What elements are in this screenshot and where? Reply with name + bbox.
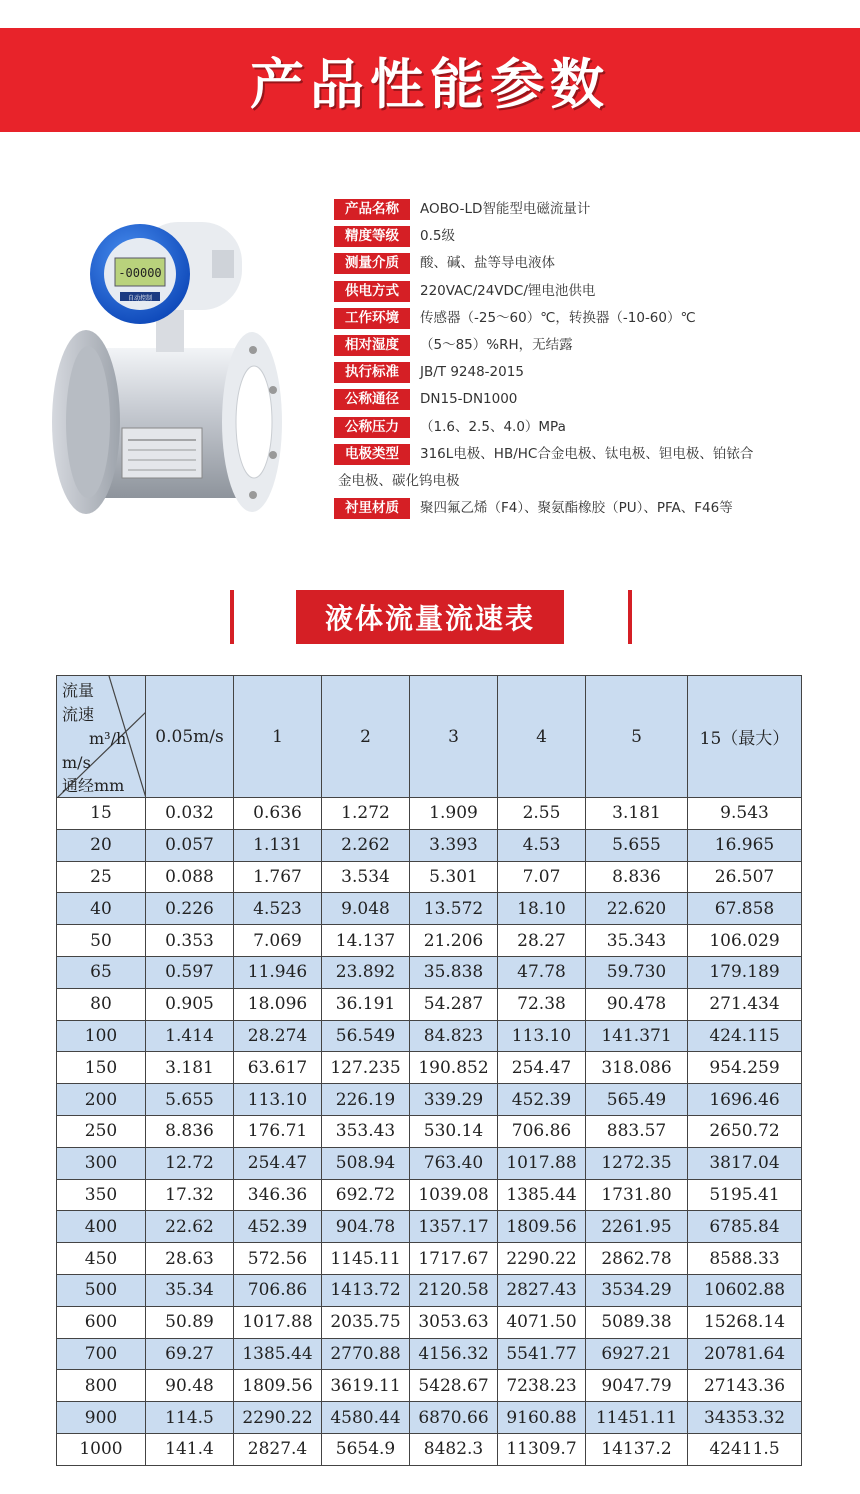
flow-value-cell: 27143.36 [688, 1370, 802, 1402]
table-header-row [57, 676, 802, 798]
spec-label: 公称压力 [334, 417, 410, 438]
flow-value-cell: 20781.64 [688, 1338, 802, 1370]
row-diameter-cell: 40 [57, 893, 146, 925]
flow-value-cell: 1.909 [410, 798, 498, 830]
flow-value-cell: 318.086 [586, 1052, 688, 1084]
flow-value-cell: 2650.72 [688, 1115, 802, 1147]
flow-value-cell: 9.048 [322, 893, 410, 925]
spec-label: 电极类型 [334, 444, 410, 465]
flow-value-cell: 84.823 [410, 1020, 498, 1052]
flow-value-cell: 141.4 [146, 1433, 234, 1465]
flow-value-cell: 1357.17 [410, 1211, 498, 1243]
row-diameter-cell: 25 [57, 861, 146, 893]
col-header: 3 [410, 676, 498, 798]
flow-value-cell: 1413.72 [322, 1274, 410, 1306]
spec-label: 执行标准 [334, 362, 410, 383]
row-diameter-cell: 350 [57, 1179, 146, 1211]
corner-unit-flow: m³/h [89, 729, 127, 748]
spec-value: JB/T 9248-2015 [420, 364, 524, 381]
spec-value: 220VAC/24VDC/锂电池供电 [420, 282, 596, 299]
corner-diameter-label: 通经mm [62, 776, 125, 795]
flow-value-cell: 47.78 [498, 956, 586, 988]
divider-bar-left [230, 590, 234, 644]
flow-value-cell: 59.730 [586, 956, 688, 988]
flow-value-cell: 9047.79 [586, 1370, 688, 1402]
flow-value-cell: 14.137 [322, 925, 410, 957]
row-diameter-cell: 200 [57, 1084, 146, 1116]
flow-value-cell: 954.259 [688, 1052, 802, 1084]
flow-value-cell: 1145.11 [322, 1243, 410, 1275]
flow-value-cell: 5195.41 [688, 1179, 802, 1211]
flow-value-cell: 3.181 [146, 1052, 234, 1084]
flow-value-cell: 2770.88 [322, 1338, 410, 1370]
flow-value-cell: 5.655 [586, 829, 688, 861]
corner-speed-label: 流速 [62, 705, 95, 724]
flow-value-cell: 35.34 [146, 1274, 234, 1306]
spec-label: 测量介质 [334, 253, 410, 274]
spec-row-standard [334, 362, 814, 389]
flow-value-cell: 6927.21 [586, 1338, 688, 1370]
col-header: 1 [234, 676, 322, 798]
spec-label: 相对湿度 [334, 335, 410, 356]
flow-value-cell: 5.655 [146, 1084, 234, 1116]
flow-value-cell: 5541.77 [498, 1338, 586, 1370]
row-diameter-cell: 450 [57, 1243, 146, 1275]
col-header: 15（最大） [688, 676, 802, 798]
flow-value-cell: 17.32 [146, 1179, 234, 1211]
flow-value-cell: 2862.78 [586, 1243, 688, 1275]
flow-value-cell: 8.836 [586, 861, 688, 893]
row-diameter-cell: 150 [57, 1052, 146, 1084]
flow-value-cell: 4071.50 [498, 1306, 586, 1338]
table-row [57, 956, 802, 988]
flow-value-cell: 4156.32 [410, 1338, 498, 1370]
flow-value-cell: 176.71 [234, 1115, 322, 1147]
flow-value-cell: 22.620 [586, 893, 688, 925]
flow-value-cell: 15268.14 [688, 1306, 802, 1338]
page-title: 产品性能参数 [250, 52, 610, 116]
spec-row-lining [334, 498, 814, 525]
row-diameter-cell: 250 [57, 1115, 146, 1147]
spec-label: 衬里材质 [334, 498, 410, 519]
flow-value-cell: 565.49 [586, 1084, 688, 1116]
flow-value-cell: 1.272 [322, 798, 410, 830]
flow-value-cell: 706.86 [498, 1115, 586, 1147]
flow-value-cell: 21.206 [410, 925, 498, 957]
flow-value-cell: 114.5 [146, 1402, 234, 1434]
flow-value-cell: 4.523 [234, 893, 322, 925]
flow-value-cell: 11309.7 [498, 1433, 586, 1465]
flow-value-cell: 2035.75 [322, 1306, 410, 1338]
spec-row-power [334, 281, 814, 308]
row-diameter-cell: 20 [57, 829, 146, 861]
spec-row-medium [334, 253, 814, 280]
flow-value-cell: 452.39 [234, 1211, 322, 1243]
table-corner-cell [57, 676, 146, 798]
flow-value-cell: 67.858 [688, 893, 802, 925]
flow-value-cell: 12.72 [146, 1147, 234, 1179]
flow-value-cell: 1.767 [234, 861, 322, 893]
spec-value: 传感器（-25～60）℃，转换器（-10-60）℃ [420, 309, 696, 326]
flow-value-cell: 0.032 [146, 798, 234, 830]
flow-value-cell: 18.096 [234, 988, 322, 1020]
corner-unit-speed: m/s [62, 753, 91, 772]
flow-value-cell: 1731.80 [586, 1179, 688, 1211]
flow-value-cell: 353.43 [322, 1115, 410, 1147]
flow-value-cell: 69.27 [146, 1338, 234, 1370]
spec-list [334, 199, 814, 525]
flow-value-cell: 2261.95 [586, 1211, 688, 1243]
flow-value-cell: 90.48 [146, 1370, 234, 1402]
spec-row-diameter [334, 389, 814, 416]
flow-value-cell: 7.07 [498, 861, 586, 893]
flow-value-cell: 179.189 [688, 956, 802, 988]
flow-value-cell: 339.29 [410, 1084, 498, 1116]
flow-value-cell: 0.905 [146, 988, 234, 1020]
flow-rate-table [56, 675, 802, 1466]
flow-value-cell: 5089.38 [586, 1306, 688, 1338]
row-diameter-cell: 700 [57, 1338, 146, 1370]
row-diameter-cell: 500 [57, 1274, 146, 1306]
flow-value-cell: 6870.66 [410, 1402, 498, 1434]
flow-value-cell: 3.393 [410, 829, 498, 861]
col-header: 0.05m/s [146, 676, 234, 798]
row-diameter-cell: 600 [57, 1306, 146, 1338]
table-row [57, 829, 802, 861]
table-title: 液体流量流速表 [296, 590, 564, 644]
row-diameter-cell: 900 [57, 1402, 146, 1434]
flow-value-cell: 254.47 [498, 1052, 586, 1084]
flow-value-cell: 1039.08 [410, 1179, 498, 1211]
flow-value-cell: 141.371 [586, 1020, 688, 1052]
flow-value-cell: 13.572 [410, 893, 498, 925]
spec-label: 工作环境 [334, 308, 410, 329]
table-row [57, 1338, 802, 1370]
row-diameter-cell: 1000 [57, 1433, 146, 1465]
table-row [57, 1115, 802, 1147]
col-header: 2 [322, 676, 410, 798]
flow-value-cell: 692.72 [322, 1179, 410, 1211]
spec-value: 酸、碱、盐等导电液体 [420, 255, 555, 272]
spec-value: 316L电极、HB/HC合金电极、钛电极、钽电极、铂铱合 [420, 445, 754, 462]
table-row [57, 1084, 802, 1116]
flow-value-cell: 7.069 [234, 925, 322, 957]
col-header: 4 [498, 676, 586, 798]
table-row [57, 1306, 802, 1338]
table-row [57, 1370, 802, 1402]
flow-value-cell: 11451.11 [586, 1402, 688, 1434]
corner-flow-label: 流量 [62, 681, 95, 700]
flow-value-cell: 90.478 [586, 988, 688, 1020]
flow-value-cell: 530.14 [410, 1115, 498, 1147]
row-diameter-cell: 80 [57, 988, 146, 1020]
spec-label: 供电方式 [334, 281, 410, 302]
flow-value-cell: 0.597 [146, 956, 234, 988]
flow-value-cell: 2827.4 [234, 1433, 322, 1465]
row-diameter-cell: 400 [57, 1211, 146, 1243]
flow-value-cell: 424.115 [688, 1020, 802, 1052]
flow-value-cell: 4.53 [498, 829, 586, 861]
spec-value: AOBO-LD智能型电磁流量计 [420, 201, 591, 217]
row-diameter-cell: 15 [57, 798, 146, 830]
flow-value-cell: 254.47 [234, 1147, 322, 1179]
flow-value-cell: 1809.56 [498, 1211, 586, 1243]
flow-value-cell: 1.131 [234, 829, 322, 861]
spec-label: 公称通径 [334, 389, 410, 410]
flow-value-cell: 28.63 [146, 1243, 234, 1275]
spec-row-accuracy [334, 226, 814, 253]
table-row [57, 1211, 802, 1243]
flow-value-cell: 35.343 [586, 925, 688, 957]
flow-value-cell: 4580.44 [322, 1402, 410, 1434]
flow-value-cell: 10602.88 [688, 1274, 802, 1306]
flow-value-cell: 28.274 [234, 1020, 322, 1052]
row-diameter-cell: 50 [57, 925, 146, 957]
flow-value-cell: 452.39 [498, 1084, 586, 1116]
table-row [57, 1433, 802, 1465]
table-row [57, 893, 802, 925]
flow-value-cell: 2290.22 [234, 1402, 322, 1434]
flow-value-cell: 1696.46 [688, 1084, 802, 1116]
flow-value-cell: 9160.88 [498, 1402, 586, 1434]
flow-value-cell: 1717.67 [410, 1243, 498, 1275]
table-row [57, 861, 802, 893]
flow-value-cell: 2120.58 [410, 1274, 498, 1306]
flow-value-cell: 113.10 [498, 1020, 586, 1052]
flow-value-cell: 3053.63 [410, 1306, 498, 1338]
flow-value-cell: 3534.29 [586, 1274, 688, 1306]
flow-value-cell: 9.543 [688, 798, 802, 830]
flow-value-cell: 34353.32 [688, 1402, 802, 1434]
flow-value-cell: 5.301 [410, 861, 498, 893]
flow-value-cell: 5654.9 [322, 1433, 410, 1465]
spec-value: 0.5级 [420, 228, 455, 245]
flow-value-cell: 0.088 [146, 861, 234, 893]
flow-value-cell: 26.507 [688, 861, 802, 893]
flowmeter-image [48, 200, 288, 560]
spec-value: （5～85）%RH，无结露 [420, 336, 573, 353]
table-row [57, 1402, 802, 1434]
flow-value-cell: 0.226 [146, 893, 234, 925]
flow-value-cell: 1385.44 [498, 1179, 586, 1211]
flow-value-cell: 2.262 [322, 829, 410, 861]
flow-value-cell: 8.836 [146, 1115, 234, 1147]
table-row [57, 988, 802, 1020]
spec-label: 产品名称 [334, 199, 410, 220]
device-display-text: -00000 [118, 266, 162, 280]
spec-row-name [334, 199, 814, 226]
flow-value-cell: 1017.88 [234, 1306, 322, 1338]
table-row [57, 798, 802, 830]
flow-value-cell: 22.62 [146, 1211, 234, 1243]
flow-value-cell: 271.434 [688, 988, 802, 1020]
col-header: 5 [586, 676, 688, 798]
table-row [57, 1274, 802, 1306]
flow-value-cell: 1.414 [146, 1020, 234, 1052]
flow-value-cell: 3619.11 [322, 1370, 410, 1402]
flow-value-cell: 127.235 [322, 1052, 410, 1084]
device-button-text: 自动控制 [127, 295, 153, 302]
flow-value-cell: 904.78 [322, 1211, 410, 1243]
flow-value-cell: 72.38 [498, 988, 586, 1020]
table-body [57, 798, 802, 1466]
flow-value-cell: 0.353 [146, 925, 234, 957]
spec-row-environment [334, 308, 814, 335]
flow-value-cell: 508.94 [322, 1147, 410, 1179]
flow-value-cell: 8588.33 [688, 1243, 802, 1275]
spec-row-electrode [334, 444, 814, 471]
flow-value-cell: 763.40 [410, 1147, 498, 1179]
spec-row-humidity [334, 335, 814, 362]
flow-value-cell: 2290.22 [498, 1243, 586, 1275]
flow-value-cell: 23.892 [322, 956, 410, 988]
flow-value-cell: 28.27 [498, 925, 586, 957]
flow-value-cell: 0.636 [234, 798, 322, 830]
flow-value-cell: 6785.84 [688, 1211, 802, 1243]
flow-value-cell: 1809.56 [234, 1370, 322, 1402]
spec-row-pressure [334, 417, 814, 444]
row-diameter-cell: 65 [57, 956, 146, 988]
table-row [57, 1179, 802, 1211]
flow-value-cell: 3.534 [322, 861, 410, 893]
flow-value-cell: 35.838 [410, 956, 498, 988]
row-diameter-cell: 100 [57, 1020, 146, 1052]
flow-value-cell: 14137.2 [586, 1433, 688, 1465]
flow-value-cell: 1272.35 [586, 1147, 688, 1179]
flow-value-cell: 11.946 [234, 956, 322, 988]
spec-value: （1.6、2.5、4.0）MPa [420, 418, 566, 435]
flow-value-cell: 50.89 [146, 1306, 234, 1338]
flow-value-cell: 54.287 [410, 988, 498, 1020]
flow-value-cell: 18.10 [498, 893, 586, 925]
flow-value-cell: 56.549 [322, 1020, 410, 1052]
divider-bar-right [628, 590, 632, 644]
flow-value-cell: 8482.3 [410, 1433, 498, 1465]
flow-value-cell: 7238.23 [498, 1370, 586, 1402]
flow-value-cell: 106.029 [688, 925, 802, 957]
flow-value-cell: 572.56 [234, 1243, 322, 1275]
flow-value-cell: 63.617 [234, 1052, 322, 1084]
flow-value-cell: 706.86 [234, 1274, 322, 1306]
flow-value-cell: 346.36 [234, 1179, 322, 1211]
flow-value-cell: 113.10 [234, 1084, 322, 1116]
table-row [57, 925, 802, 957]
row-diameter-cell: 300 [57, 1147, 146, 1179]
flow-value-cell: 883.57 [586, 1115, 688, 1147]
flow-value-cell: 190.852 [410, 1052, 498, 1084]
flow-value-cell: 3.181 [586, 798, 688, 830]
flow-value-cell: 2827.43 [498, 1274, 586, 1306]
spec-value-continued: 金电极、碳化钨电极 [338, 472, 460, 489]
spec-value: DN15-DN1000 [420, 391, 518, 408]
flow-value-cell: 226.19 [322, 1084, 410, 1116]
flow-value-cell: 16.965 [688, 829, 802, 861]
spec-value: 聚四氟乙烯（F4）、聚氨酯橡胶（PU）、PFA、F46等 [420, 499, 733, 516]
flow-value-cell: 0.057 [146, 829, 234, 861]
table-row [57, 1020, 802, 1052]
row-diameter-cell: 800 [57, 1370, 146, 1402]
table-row [57, 1052, 802, 1084]
flow-value-cell: 36.191 [322, 988, 410, 1020]
flow-value-cell: 42411.5 [688, 1433, 802, 1465]
flow-value-cell: 1017.88 [498, 1147, 586, 1179]
spec-label: 精度等级 [334, 226, 410, 247]
table-row [57, 1147, 802, 1179]
flow-value-cell: 3817.04 [688, 1147, 802, 1179]
table-row [57, 1243, 802, 1275]
header-banner [0, 28, 860, 132]
flow-value-cell: 1385.44 [234, 1338, 322, 1370]
flow-value-cell: 5428.67 [410, 1370, 498, 1402]
flow-value-cell: 2.55 [498, 798, 586, 830]
